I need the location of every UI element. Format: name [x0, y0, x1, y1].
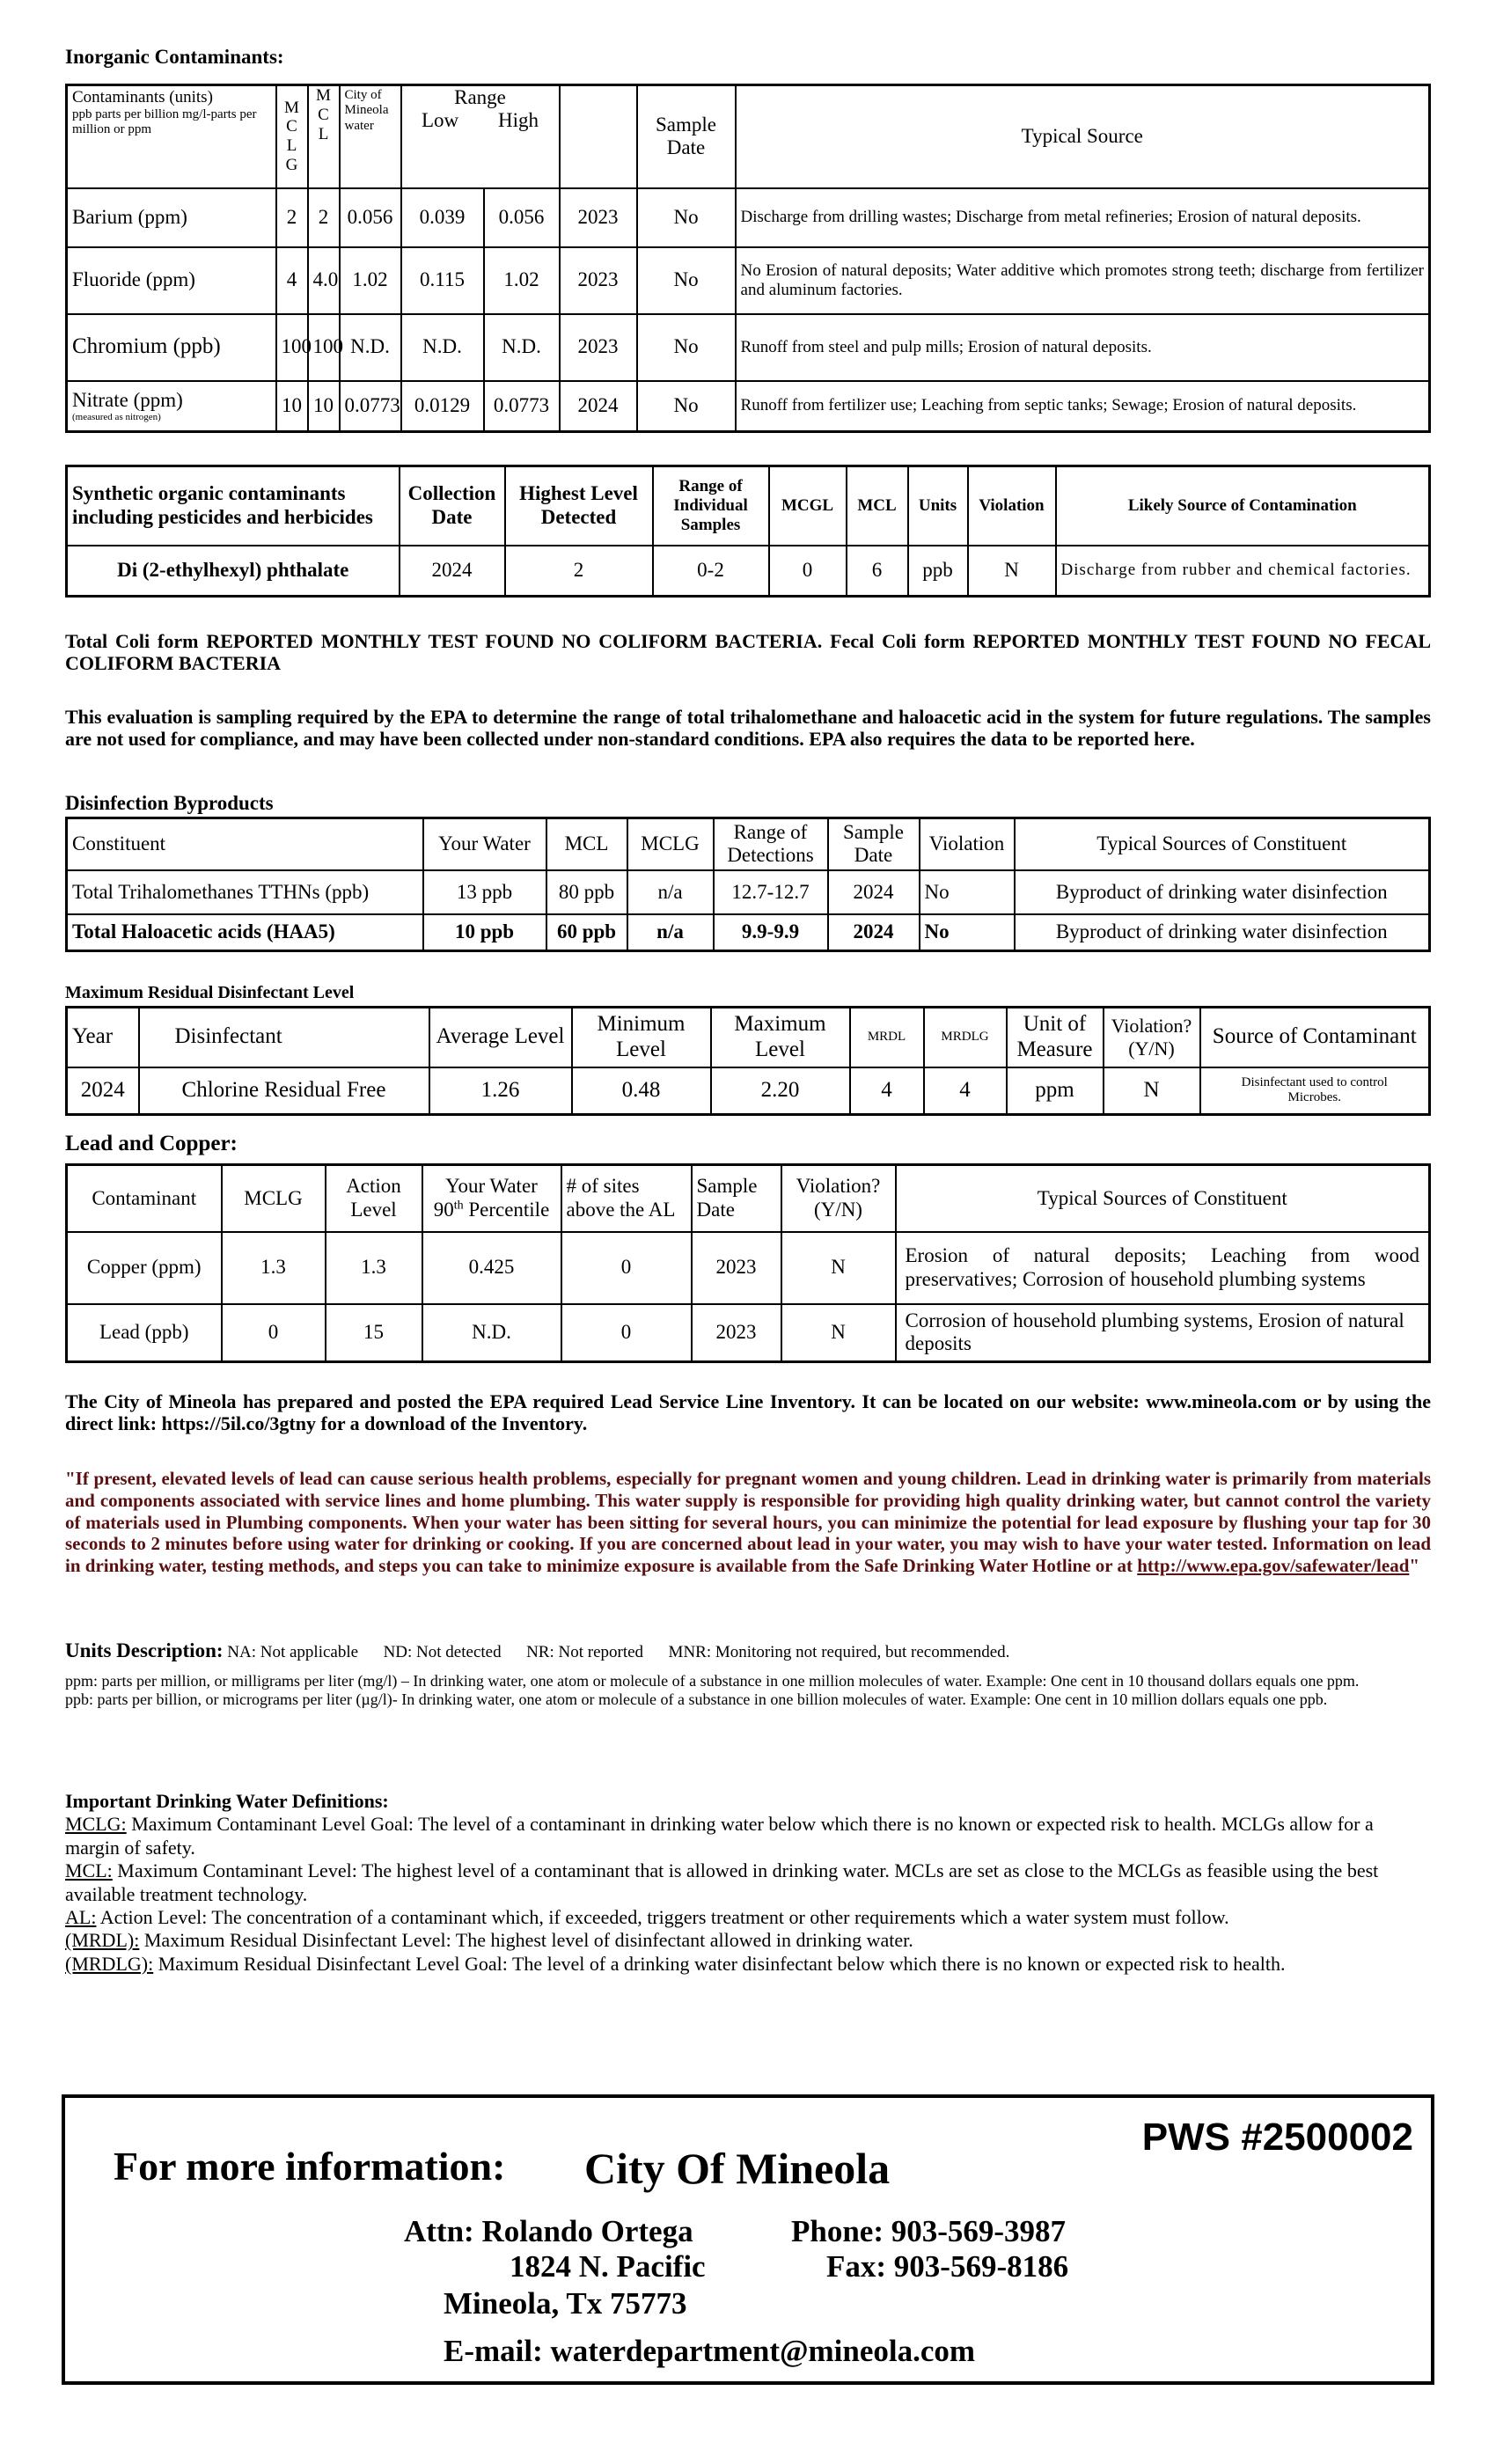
table-row: Nitrate (ppm) (measured as nitrogen) 10 10 0.0773 0.0129 0.0773 2024 No Runoff from fertilizer use; Leaching from septic tanks; Sewage; Erosion of natural deposits. [67, 381, 1430, 432]
definitions-heading: Important Drinking Water Definitions: [65, 1790, 389, 1812]
lead-warning: "If present, elevated levels of lead can cause serious health problems, especially for pregnant women and young children. Lead in drinking water is primarily from materials and components associated with service lines and home plumbing. This water supply is responsible for providing high quality drinking water, but cannot control the variety of materials used in Plumbing components. When your water has been sitting for several hours, you can minimize the potential for lead exposure by flushing your tap for 30 seconds to 2 minutes before using water for drinking or cooking. If you are concerned about lead in your water, you may wish to have your water tested. Information on lead in drinking water, testing methods, and steps you can take to minimize exposure is available from the Safe Drinking Water Hotline or at http://www.epa.gov/safewater/lead" [65, 1468, 1431, 1577]
range-high-header: High [498, 109, 539, 132]
table-row: Barium (ppm) 2 2 0.056 0.039 0.056 2023 No Discharge from drilling wastes; Discharge from metal refineries; Erosion of natural deposits. [67, 188, 1430, 247]
pws-number: PWS #2500002 [1141, 2116, 1413, 2159]
dbp-header-row: Constituent Your Water MCL MCLG Range of Detections Sample Date Violation Typical Sources of Constituent [67, 818, 1430, 870]
mrdl-header-row: Year Disinfectant Average Level Minimum Level Maximum Level MRDL MRDLG Unit of Measure Violation? (Y/N) Source of Contaminant [67, 1008, 1430, 1067]
more-info-label: For more information: [114, 2144, 506, 2189]
ppm-definition: ppm: parts per million, or milligrams per liter (mg/l) – In drinking water, one atom or molecule of a substance in one million molecules of water. Example: One cent in 10 thousand dollars equals one ppm. [65, 1671, 1360, 1690]
contact-box [62, 2094, 1434, 2385]
units-label: Units Description: [65, 1639, 224, 1661]
inorganic-header-row [67, 85, 1430, 188]
city-water-header: City of Mineola water [340, 85, 401, 188]
dbp-heading: Disinfection Byproducts [65, 792, 274, 814]
contact-street: 1824 N. Pacific [510, 2249, 706, 2284]
evaluation-text: This evaluation is sampling required by the EPA to determine the range of total trihalomethane and haloacetic acid in the system for future regulations. The samples are not used for compliance, and may have been collected under non-standard conditions. EPA also requires the data to be reported here. [65, 706, 1431, 751]
table-row: Lead (ppb) 0 15 N.D. 0 2023 N Corrosion of household plumbing systems, Erosion of natural deposits [67, 1304, 1430, 1362]
synthetic-header-row: Synthetic organic contaminants including pesticides and herbicides Collection Date Highest Level Detected Range of Individual Samples MCGL MCL Units Violation Likely Source of Contamination [67, 466, 1430, 546]
mclg-header: M C L G [276, 85, 308, 188]
synthetic-table-wrap [65, 465, 1431, 598]
table-row: Total Haloacetic acids (HAA5) 10 ppb 60 ppb n/a 9.9-9.9 2024 No Byproduct of drinking water disinfection [67, 914, 1430, 951]
contact-phone: Phone: 903-569-3987 [791, 2214, 1067, 2248]
table-row: Di (2-ethylhexyl) phthalate 2024 2 0-2 0 6 ppb N Discharge from rubber and chemical factories. [67, 546, 1430, 597]
lead-copper-table-wrap [65, 1163, 1431, 1363]
ppb-definition: ppb: parts per billion, or micrograms per liter (µg/l)- In drinking water, one atom or molecule of a substance in one billion molecules of water. Example: One cent in 10 million dollars equals one ppb. [65, 1690, 1328, 1709]
table-row: Chromium (ppb) 100 100 N.D. N.D. N.D. 2023 No Runoff from steel and pulp mills; Erosion of natural deposits. [67, 314, 1430, 381]
dbp-table-wrap [65, 817, 1431, 952]
lead-copper-table [65, 1163, 1431, 1363]
inorganic-table [65, 84, 1431, 433]
nitrate-note: (measured as nitrogen) [72, 412, 161, 423]
mcl-header: M C L [308, 85, 340, 188]
contaminant-header: Contaminants (units) ppb parts per billion mg/l-parts per million or ppm [67, 85, 276, 188]
definitions: Important Drinking Water Definitions: MCLG: Maximum Contaminant Level Goal: The level of a contaminant in drinking water below which there is no known or expected risk to health. MCLGs allow for a margin of safety. MCL: Maximum Contaminant Level: The highest level of a contaminant that is allowed in drinking water. MCLs are set as close to the MCLGs as feasible using the best available treatment technology. AL: Action Level: The concentration of a contaminant which, if exceeded, triggers treatment or other requirements which a water system must follow. (MRDL): Maximum Residual Disinfectant Level: The highest level of disinfectant allowed in drinking water. (MRDLG): Maximum Residual Disinfectant Level Goal: The level of a drinking water disinfectant below which there is no known or expected risk to health. [65, 1790, 1431, 1976]
table-row: 2024 Chlorine Residual Free 1.26 0.48 2.20 4 4 ppm N Disinfectant used to control Microbes. [67, 1067, 1430, 1115]
city-name: City Of Mineola [584, 2144, 891, 2193]
sample-date-header: Sample Date [637, 85, 736, 188]
contact-attn: Attn: Rolando Ortega [404, 2214, 693, 2248]
contact-fax: Fax: 903-569-8186 [826, 2249, 1069, 2284]
mrdl-table [65, 1006, 1431, 1116]
inorganic-heading: Inorganic Contaminants: [65, 46, 284, 68]
mrdl-heading: Maximum Residual Disinfectant Level [65, 983, 355, 1002]
lead-copper-header-row: Contaminant MCLG Action Level Your Water 90th Percentile # of sites above the AL Sample Date Violation? (Y/N) Typical Sources of Constituent [67, 1165, 1430, 1232]
range-header: Range Low High [401, 85, 560, 188]
table-row: Fluoride (ppm) 4 4.0 1.02 0.115 1.02 2023 No No Erosion of natural deposits; Water additive which promotes strong teeth; discharge from fertilizer and aluminum factories. [67, 247, 1430, 314]
coliform-text: Total Coli form REPORTED MONTHLY TEST FOUND NO COLIFORM BACTERIA. Fecal Coli form REPORTED MONTHLY TEST FOUND NO FECAL COLIFORM BACTERIA [65, 630, 1431, 675]
contact-email[interactable]: E-mail: waterdepartment@mineola.com [444, 2334, 976, 2368]
mrdl-table-wrap [65, 1006, 1431, 1116]
synthetic-table [65, 465, 1431, 598]
table-row: Total Trihalomethanes TTHNs (ppb) 13 ppb 80 ppb n/a 12.7-12.7 2024 No Byproduct of drinking water disinfection [67, 870, 1430, 914]
inorganic-table-wrap [65, 84, 1431, 433]
contact-city-state: Mineola, Tx 75773 [444, 2286, 687, 2321]
units-items: NA: Not applicable ND: Not detected NR: Not reported MNR: Monitoring not required, but recommended. [227, 1643, 1010, 1661]
dbp-table [65, 817, 1431, 952]
table-row: Copper (ppm) 1.3 1.3 0.425 0 2023 N Erosion of natural deposits; Leaching from wood preservatives; Corrosion of household plumbing systems [67, 1232, 1430, 1304]
range-low-header: Low [421, 109, 459, 132]
units-description [65, 1639, 1431, 1710]
epa-lead-link[interactable]: http://www.epa.gov/safewater/lead [1137, 1555, 1410, 1577]
lead-copper-heading: Lead and Copper: [65, 1132, 238, 1155]
typical-source-header: Typical Source [736, 85, 1430, 188]
inventory-text: The City of Mineola has prepared and posted the EPA required Lead Service Line Inventory. It can be located on our website: www.mineola.com or by using the direct link: https://5il.co/3gtny for a download of the Inventory. [65, 1390, 1431, 1435]
